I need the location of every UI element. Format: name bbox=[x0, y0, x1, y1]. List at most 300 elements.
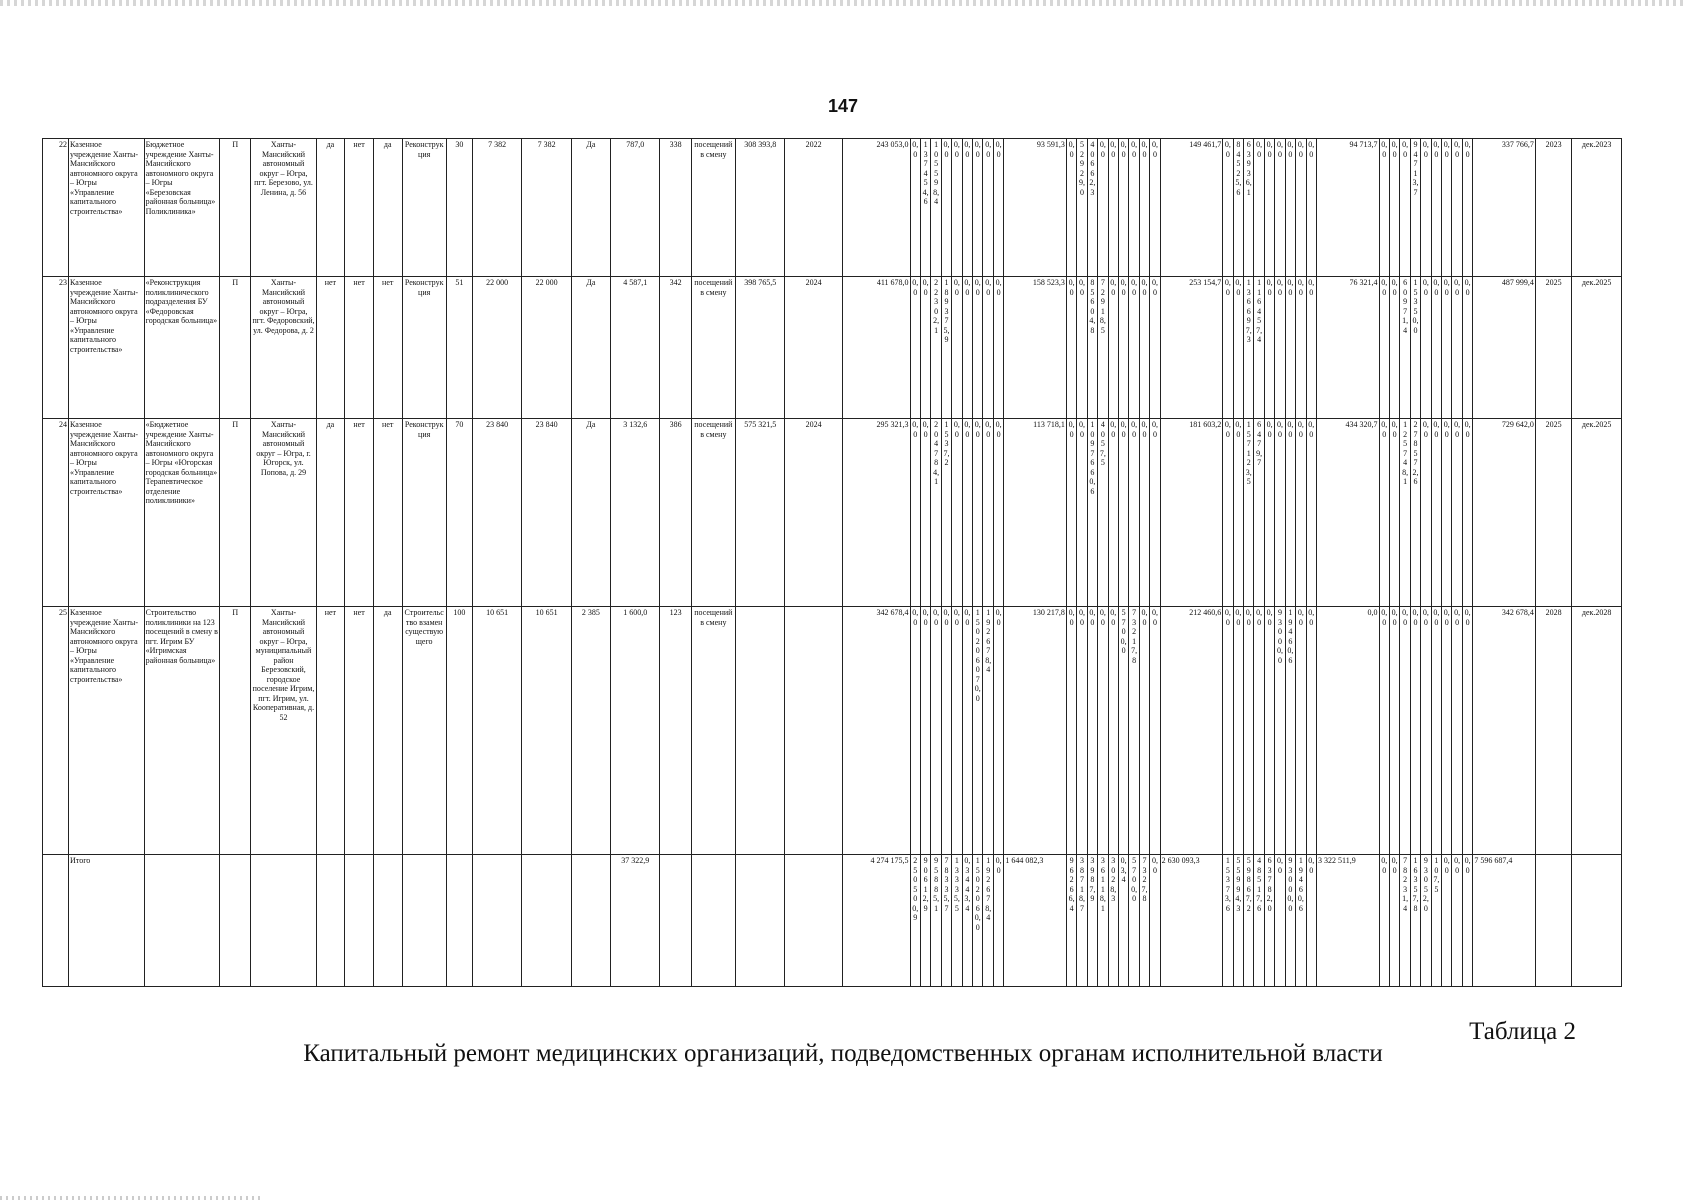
breakdown-cell: 0, 0 bbox=[1379, 855, 1389, 987]
breakdown-cell: 0, 0 bbox=[1379, 419, 1389, 607]
breakdown-cell: 2 2 3 0 2, 1 bbox=[931, 277, 941, 419]
breakdown-cell: 0, 0 bbox=[1066, 277, 1076, 419]
capacity-cell: 338 bbox=[660, 139, 691, 277]
flag-1-cell: да bbox=[316, 139, 345, 277]
value-1-cell: 10 651 bbox=[472, 607, 522, 855]
breakdown-cell: 0, 0 bbox=[1306, 855, 1316, 987]
breakdown-cell: 1 5 3 5 0, 0 bbox=[1410, 277, 1420, 419]
flag-3-cell: нет bbox=[373, 277, 402, 419]
empty-cell bbox=[571, 855, 610, 987]
breakdown-cell: 0, 0 bbox=[962, 277, 972, 419]
breakdown-cell: 0, 0 bbox=[1296, 419, 1306, 607]
breakdown-cell: 0, 0 bbox=[941, 139, 951, 277]
breakdown-cell: 0, 0 bbox=[1066, 139, 1076, 277]
breakdown-cell: 0, 0 bbox=[1296, 607, 1306, 855]
table-row bbox=[43, 419, 1622, 607]
object-name-cell: Строительство поликлиники на 123 посещений в смену в пгт. Игрим БУ «Игримская районная больница» bbox=[144, 607, 220, 855]
breakdown-cell: 0, 0 bbox=[1431, 139, 1441, 277]
breakdown-cell: 0, 0 bbox=[1244, 607, 1254, 855]
breakdown-cell: 0, 0 bbox=[910, 139, 920, 277]
breakdown-cell: 0, 0 bbox=[1254, 607, 1264, 855]
breakdown-cell: 0, 0 bbox=[993, 139, 1003, 277]
object-name-cell: Бюджетное учреждение Ханты-Мансийского автономного округа – Югры «Березовская районная больница» Поликлиника» bbox=[144, 139, 220, 277]
value-2-cell: 7 382 bbox=[522, 139, 572, 277]
breakdown-cell: 7 3 2 7, 8 bbox=[1139, 855, 1149, 987]
percent-cell: 30 bbox=[446, 139, 472, 277]
breakdown-cell: 7 8 2 3 1, 4 bbox=[1400, 855, 1410, 987]
empty-cell bbox=[691, 855, 735, 987]
breakdown-cell: 0, 0 bbox=[1098, 139, 1108, 277]
capacity-unit-cell: посещений в смену bbox=[691, 277, 735, 419]
percent-cell: 70 bbox=[446, 419, 472, 607]
breakdown-cell: 0, 0 bbox=[920, 277, 930, 419]
breakdown-cell: 1 9 2 6 7 8, 4 bbox=[983, 855, 993, 987]
flag-2-cell: нет bbox=[345, 139, 374, 277]
breakdown-cell: 0, 0 bbox=[1275, 139, 1285, 277]
row-number-cell: 24 bbox=[43, 419, 69, 607]
breakdown-cell: 0, 0 bbox=[1421, 419, 1431, 607]
breakdown-cell: 0, 0 bbox=[1462, 277, 1472, 419]
area-cell: 1 600,0 bbox=[610, 607, 660, 855]
breakdown-cell: 0, 0 bbox=[1118, 419, 1128, 607]
breakdown-cell: 0, 0 bbox=[1462, 607, 1472, 855]
total-cell: 243 053,0 bbox=[842, 139, 910, 277]
breakdown-cell: 0, 0 bbox=[1462, 139, 1472, 277]
empty-cell bbox=[345, 855, 374, 987]
subtotal-cell: 2 630 093,3 bbox=[1160, 855, 1223, 987]
data-table bbox=[42, 138, 1622, 987]
scan-artifact-top bbox=[0, 0, 1686, 6]
breakdown-cell: 0, 0 bbox=[1306, 607, 1316, 855]
empty-cell bbox=[522, 855, 572, 987]
total-label-cell: Итого bbox=[69, 855, 145, 987]
breakdown-cell: 0, 0 bbox=[920, 607, 930, 855]
capacity-cell: 123 bbox=[660, 607, 691, 855]
breakdown-cell: 1 9 4 6 0, 6 bbox=[1285, 607, 1295, 855]
breakdown-cell: 0, 0 bbox=[983, 419, 993, 607]
subtotal-cell: 149 461,7 bbox=[1160, 139, 1223, 277]
cost-cell: 308 393,8 bbox=[735, 139, 785, 277]
subtotal-cell: 212 460,6 bbox=[1160, 607, 1223, 855]
breakdown-cell: 0, 0 bbox=[1379, 607, 1389, 855]
breakdown-cell: 1 3 7 4 5 4, 6 bbox=[920, 139, 930, 277]
breakdown-cell: 0, 0 bbox=[1285, 139, 1295, 277]
breakdown-cell: 8 4 5 2 5, 6 bbox=[1233, 139, 1243, 277]
breakdown-cell: 1 1 6 4 5 7, 4 bbox=[1254, 277, 1264, 419]
value-1-cell: 7 382 bbox=[472, 139, 522, 277]
breakdown-cell: 0, 0 bbox=[1296, 139, 1306, 277]
capacity-cell: 386 bbox=[660, 419, 691, 607]
breakdown-cell: 6 3 9 3 6, 1 bbox=[1244, 139, 1254, 277]
breakdown-cell: 7 3 2 1 7, 8 bbox=[1129, 607, 1139, 855]
breakdown-cell: 0, 0 bbox=[1118, 277, 1128, 419]
breakdown-cell: 9 0 6 1 2, 9 bbox=[920, 855, 930, 987]
total-cell: 295 321,3 bbox=[842, 419, 910, 607]
breakdown-cell: 0, 0 bbox=[993, 419, 1003, 607]
breakdown-cell: 0, 0 bbox=[1275, 277, 1285, 419]
subtotal-cell: 434 320,7 bbox=[1316, 419, 1379, 607]
breakdown-cell: 3 0 2 8, 3 bbox=[1108, 855, 1118, 987]
breakdown-cell: 9 3 0 0 0, 0 bbox=[1285, 855, 1295, 987]
breakdown-cell: 0, 0 bbox=[1150, 139, 1160, 277]
address-cell: Ханты-Мансийский автономный округ – Югра, пгт. Березово, ул. Ленина, д. 56 bbox=[251, 139, 316, 277]
capacity-unit-cell: посещений в смену bbox=[691, 139, 735, 277]
breakdown-cell: 0, 0 bbox=[983, 277, 993, 419]
breakdown-cell: 0, 0 bbox=[1275, 419, 1285, 607]
breakdown-cell: 0, 0 bbox=[1296, 277, 1306, 419]
breakdown-cell: 0, 0 bbox=[952, 277, 962, 419]
breakdown-cell: 0, 0 bbox=[1139, 419, 1149, 607]
total-row bbox=[43, 855, 1622, 987]
breakdown-cell: 0, 0 bbox=[952, 419, 962, 607]
breakdown-cell: 0, 0 bbox=[1379, 139, 1389, 277]
capacity-unit-cell: посещений в смену bbox=[691, 419, 735, 607]
empty-cell bbox=[251, 855, 316, 987]
breakdown-cell: 0, 0 bbox=[1285, 277, 1295, 419]
breakdown-cell: 0, 0 bbox=[910, 419, 920, 607]
subtotal-cell: 158 523,3 bbox=[1004, 277, 1067, 419]
row-number-cell: 23 bbox=[43, 277, 69, 419]
breakdown-cell: 1 5 0 2 0 6 0, 0 bbox=[973, 855, 983, 987]
area-cell: 787,0 bbox=[610, 139, 660, 277]
breakdown-cell: 1 5 0 2 0 6 0 7 0, 0 bbox=[973, 607, 983, 855]
breakdown-cell: 0, 0 bbox=[1306, 277, 1316, 419]
breakdown-cell: 0, 0 bbox=[1150, 277, 1160, 419]
flag-1-cell: нет bbox=[316, 277, 345, 419]
breakdown-cell: 0, 0 bbox=[1233, 277, 1243, 419]
breakdown-cell: 0, 0 bbox=[983, 139, 993, 277]
capacity-unit-cell: посещений в смену bbox=[691, 607, 735, 855]
breakdown-cell: 0, 0 bbox=[1389, 855, 1399, 987]
value-1-cell: 23 840 bbox=[472, 419, 522, 607]
breakdown-cell: 1 5 3 7 3, 6 bbox=[1223, 855, 1233, 987]
breakdown-cell: 0, 0 bbox=[1442, 139, 1452, 277]
object-name-cell: «Реконструкция поликлинического подразделения БУ «Федоровская городская больница» bbox=[144, 277, 220, 419]
empty-cell bbox=[144, 855, 220, 987]
work-type-cell: Строительство взамен существующего bbox=[402, 607, 446, 855]
page-number: 147 bbox=[827, 96, 859, 116]
end-year-cell: 2028 bbox=[1535, 607, 1571, 855]
breakdown-cell: 0, 0 bbox=[941, 607, 951, 855]
cost-cell: 398 765,5 bbox=[735, 277, 785, 419]
breakdown-cell: 0, 0 bbox=[1098, 607, 1108, 855]
empty-cell bbox=[1572, 855, 1622, 987]
flag-cell: 2 385 bbox=[571, 607, 610, 855]
breakdown-cell: 9 5 8 8 5, 1 bbox=[931, 855, 941, 987]
breakdown-cell: 0, 0 bbox=[952, 139, 962, 277]
breakdown-cell: 0, 3 4 4 3, 4 bbox=[962, 855, 972, 987]
breakdown-cell: 0, 0 bbox=[1389, 139, 1399, 277]
breakdown-cell: 1 0 9 7 6 6 0, 6 bbox=[1087, 419, 1097, 607]
breakdown-cell: 0, 0 bbox=[910, 277, 920, 419]
breakdown-cell: 0, 0 bbox=[1431, 277, 1441, 419]
address-cell: Ханты-Мансийский автономный округ – Югра, муниципальный район Березовский, городское поселение Игрим, пгт. Игрим, ул. Кооперативная, д. 52 bbox=[251, 607, 316, 855]
end-year-cell: 2025 bbox=[1535, 277, 1571, 419]
scan-artifact-bottom bbox=[0, 1196, 260, 1200]
breakdown-cell: 1 8 9 3 7 5, 9 bbox=[941, 277, 951, 419]
empty-cell bbox=[472, 855, 522, 987]
total-number-cell bbox=[43, 855, 69, 987]
breakdown-cell: 2 7 8 5 7 2, 6 bbox=[1410, 419, 1420, 607]
value-2-cell: 10 651 bbox=[522, 607, 572, 855]
work-type-cell: Реконструкция bbox=[402, 419, 446, 607]
subtotal-cell: 1 644 082,3 bbox=[1004, 855, 1067, 987]
empty-cell bbox=[660, 855, 691, 987]
subtotal-cell: 0,0 bbox=[1316, 607, 1379, 855]
breakdown-cell: 4 0 6 6 2, 3 bbox=[1087, 139, 1097, 277]
flag-cell: Да bbox=[571, 139, 610, 277]
empty-cell bbox=[785, 855, 842, 987]
breakdown-cell: 0, 0 bbox=[1066, 607, 1076, 855]
breakdown-cell: 0, 0 bbox=[910, 607, 920, 855]
breakdown-cell: 0, 0 bbox=[1077, 419, 1087, 607]
empty-cell bbox=[373, 855, 402, 987]
breakdown-cell: 0, 0 bbox=[973, 419, 983, 607]
breakdown-cell: 0, 0 bbox=[1452, 139, 1462, 277]
subtotal-cell: 130 217,8 bbox=[1004, 607, 1067, 855]
work-type-cell: Реконструкция bbox=[402, 277, 446, 419]
breakdown-cell: 7 8 3 3 5, 7 bbox=[941, 855, 951, 987]
breakdown-cell: 9 3 0 0 0, 0 bbox=[1275, 607, 1285, 855]
breakdown-cell: 0, 0 bbox=[1150, 419, 1160, 607]
breakdown-cell: 1 2 5 7 4 8, 1 bbox=[1400, 419, 1410, 607]
year-cell bbox=[785, 607, 842, 855]
breakdown-cell: 0, 0 bbox=[993, 277, 1003, 419]
breakdown-cell: 0, 0 bbox=[962, 419, 972, 607]
breakdown-cell: 5 9 8 6 7, 2 bbox=[1244, 855, 1254, 987]
breakdown-cell: 9 4 7 1 3, 7 bbox=[1410, 139, 1420, 277]
object-name-cell: «Бюджетное учреждение Ханты-Мансийского автономного округа – Югры «Югорская городская больница» Терапевтическое отделение поликлиники» bbox=[144, 419, 220, 607]
flag-3-cell: да bbox=[373, 139, 402, 277]
breakdown-cell: 5 2 9 2 9, 0 bbox=[1077, 139, 1087, 277]
breakdown-cell: 0, 0 bbox=[1379, 277, 1389, 419]
subtotal-cell: 487 999,4 bbox=[1473, 277, 1536, 419]
breakdown-cell: 3 8 7 1 8, 7 bbox=[1077, 855, 1087, 987]
breakdown-cell: 0, 0 bbox=[1389, 607, 1399, 855]
empty-cell bbox=[735, 855, 785, 987]
flag-2-cell: нет bbox=[345, 277, 374, 419]
capacity-cell: 342 bbox=[660, 277, 691, 419]
breakdown-cell: 9 3 0 5 2, 0 bbox=[1421, 855, 1431, 987]
breakdown-cell: 0, 0 bbox=[993, 855, 1003, 987]
subtotal-cell: 729 642,0 bbox=[1473, 419, 1536, 607]
breakdown-cell: 0, 0 bbox=[1223, 277, 1233, 419]
year-cell: 2024 bbox=[785, 277, 842, 419]
flag-3-cell: да bbox=[373, 607, 402, 855]
breakdown-cell: 0, 0 bbox=[920, 419, 930, 607]
breakdown-cell: 0, 0 bbox=[1452, 419, 1462, 607]
breakdown-cell: 0, 0 bbox=[1150, 607, 1160, 855]
breakdown-cell: 0, 0 bbox=[1421, 607, 1431, 855]
value-1-cell: 22 000 bbox=[472, 277, 522, 419]
subtotal-cell: 181 603,2 bbox=[1160, 419, 1223, 607]
breakdown-cell: 0, 0 bbox=[1264, 277, 1274, 419]
breakdown-cell: 8 5 6 0 4, 8 bbox=[1087, 277, 1097, 419]
breakdown-cell: 0, 0 bbox=[1077, 607, 1087, 855]
address-cell: Ханты-Мансийский автономный округ – Югра, г. Югорск, ул. Попова, д. 29 bbox=[251, 419, 316, 607]
breakdown-cell: 9 6 2 6 6, 4 bbox=[1066, 855, 1076, 987]
type-cell: П bbox=[220, 139, 251, 277]
breakdown-cell: 0, 0 bbox=[1452, 277, 1462, 419]
breakdown-cell: 0, 0 bbox=[1139, 277, 1149, 419]
breakdown-cell: 0, 0 bbox=[1442, 419, 1452, 607]
row-number-cell: 25 bbox=[43, 607, 69, 855]
breakdown-cell: 0, 0 bbox=[1254, 139, 1264, 277]
end-date-cell: дек.2023 bbox=[1572, 139, 1622, 277]
year-cell: 2024 bbox=[785, 419, 842, 607]
address-cell: Ханты-Мансийский автономный округ – Югра, пгт. Федоровский, ул. Федорова, д. 2 bbox=[251, 277, 316, 419]
flag-1-cell: да bbox=[316, 419, 345, 607]
breakdown-cell: 0, 0 bbox=[1108, 139, 1118, 277]
breakdown-cell: 0, 0 bbox=[1233, 607, 1243, 855]
table-title: Капитальный ремонт медицинских организаций, подведомственных органам исполнительной власти bbox=[303, 1040, 1383, 1067]
breakdown-cell: 4 8 5 1 7, 6 bbox=[1254, 855, 1264, 987]
breakdown-cell: 2 0 4 7 8 4, 1 bbox=[931, 419, 941, 607]
percent-cell: 100 bbox=[446, 607, 472, 855]
breakdown-cell: 0, 0 bbox=[962, 607, 972, 855]
breakdown-cell: 0, 0 bbox=[1389, 277, 1399, 419]
breakdown-cell: 0, 0 bbox=[973, 139, 983, 277]
type-cell: П bbox=[220, 277, 251, 419]
breakdown-cell: 0, 0 bbox=[1087, 607, 1097, 855]
breakdown-cell: 0, 0 bbox=[931, 607, 941, 855]
empty-cell bbox=[402, 855, 446, 987]
subtotal-cell: 76 321,4 bbox=[1316, 277, 1379, 419]
breakdown-cell: 0, 0 bbox=[1452, 855, 1462, 987]
table-row bbox=[43, 277, 1622, 419]
customer-cell: Казенное учреждение Ханты-Мансийского автономного округа – Югры «Управление капитального строительства» bbox=[69, 277, 145, 419]
flag-2-cell: нет bbox=[345, 419, 374, 607]
breakdown-cell: 0, 0 bbox=[1442, 277, 1452, 419]
end-year-cell: 2023 bbox=[1535, 139, 1571, 277]
breakdown-cell: 5 7 0 0, 0 bbox=[1129, 855, 1139, 987]
breakdown-cell: 0, 0 bbox=[1275, 855, 1285, 987]
breakdown-cell: 0, 0 bbox=[1150, 855, 1160, 987]
customer-cell: Казенное учреждение Ханты-Мансийского автономного округа – Югры «Управление капитального строительства» bbox=[69, 419, 145, 607]
row-number-cell: 22 bbox=[43, 139, 69, 277]
breakdown-cell: 0, 0 bbox=[962, 139, 972, 277]
total-cell: 411 678,0 bbox=[842, 277, 910, 419]
breakdown-cell: 0, 0 bbox=[1421, 277, 1431, 419]
subtotal-cell: 253 154,7 bbox=[1160, 277, 1223, 419]
breakdown-cell: 0, 0 bbox=[1223, 139, 1233, 277]
breakdown-cell: 0, 0 bbox=[1129, 277, 1139, 419]
breakdown-cell: 3 9 8 7, 9 bbox=[1087, 855, 1097, 987]
breakdown-cell: 1 3 3 3 5, 5 bbox=[952, 855, 962, 987]
breakdown-cell: 0, 0 bbox=[1306, 139, 1316, 277]
breakdown-cell: 0, 0 bbox=[1066, 419, 1076, 607]
breakdown-cell: 0, 0 bbox=[1108, 419, 1118, 607]
end-date-cell: дек.2025 bbox=[1572, 419, 1622, 607]
percent-cell: 51 bbox=[446, 277, 472, 419]
breakdown-cell: 0, 0 bbox=[1410, 607, 1420, 855]
breakdown-cell: 0, 0 bbox=[1077, 277, 1087, 419]
breakdown-cell: 0, 0 bbox=[1285, 419, 1295, 607]
value-2-cell: 23 840 bbox=[522, 419, 572, 607]
empty-cell bbox=[316, 855, 345, 987]
breakdown-cell: 0, 0 bbox=[1118, 139, 1128, 277]
breakdown-cell: 1 9 4 6 0, 6 bbox=[1296, 855, 1306, 987]
breakdown-cell: 0, 0 bbox=[1400, 607, 1410, 855]
subtotal-cell: 3 322 511,9 bbox=[1316, 855, 1379, 987]
end-year-cell: 2025 bbox=[1535, 419, 1571, 607]
breakdown-cell: 6 3 7 8 2, 0 bbox=[1264, 855, 1274, 987]
area-cell: 4 587,1 bbox=[610, 277, 660, 419]
type-cell: П bbox=[220, 607, 251, 855]
subtotal-cell: 113 718,1 bbox=[1004, 419, 1067, 607]
empty-cell bbox=[220, 855, 251, 987]
empty-cell bbox=[446, 855, 472, 987]
end-date-cell: дек.2028 bbox=[1572, 607, 1622, 855]
breakdown-cell: 1 0 5 5 9 8, 4 bbox=[931, 139, 941, 277]
breakdown-cell: 0, 0 bbox=[1264, 607, 1274, 855]
breakdown-cell: 2 5 0 5 0 0, 9 bbox=[910, 855, 920, 987]
value-2-cell: 22 000 bbox=[522, 277, 572, 419]
flag-2-cell: нет bbox=[345, 607, 374, 855]
total-cell: 342 678,4 bbox=[842, 607, 910, 855]
breakdown-cell: 0, 0 bbox=[973, 277, 983, 419]
area-cell: 3 132,6 bbox=[610, 419, 660, 607]
breakdown-cell: 4 0 5 7, 5 bbox=[1098, 419, 1108, 607]
breakdown-cell: 0, 0 bbox=[1452, 607, 1462, 855]
subtotal-cell: 94 713,7 bbox=[1316, 139, 1379, 277]
breakdown-cell: 0, 0 bbox=[1306, 419, 1316, 607]
breakdown-cell: 6 4 7 9, 7 bbox=[1254, 419, 1264, 607]
flag-cell: Да bbox=[571, 419, 610, 607]
breakdown-cell: 5 7 0 0, 0 bbox=[1118, 607, 1128, 855]
breakdown-cell: 0, 0 bbox=[1223, 419, 1233, 607]
table-row bbox=[43, 607, 1622, 855]
breakdown-cell: 0, 0 bbox=[1129, 139, 1139, 277]
type-cell: П bbox=[220, 419, 251, 607]
breakdown-cell: 5 5 9 9 4, 3 bbox=[1233, 855, 1243, 987]
flag-1-cell: нет bbox=[316, 607, 345, 855]
work-type-cell: Реконструкция bbox=[402, 139, 446, 277]
breakdown-cell: 1 3 6 6 9 7, 3 bbox=[1244, 277, 1254, 419]
cost-cell: 575 321,5 bbox=[735, 419, 785, 607]
subtotal-cell: 93 591,3 bbox=[1004, 139, 1067, 277]
breakdown-cell: 1 5 7 1 2 3, 5 bbox=[1244, 419, 1254, 607]
breakdown-cell: 0, 3, 4 bbox=[1118, 855, 1128, 987]
breakdown-cell: 0, 0 bbox=[1233, 419, 1243, 607]
cost-cell bbox=[735, 607, 785, 855]
breakdown-cell: 7 2 9 1 8, 5 bbox=[1098, 277, 1108, 419]
customer-cell: Казенное учреждение Ханты-Мансийского автономного округа – Югры «Управление капитального строительства» bbox=[69, 139, 145, 277]
breakdown-cell: 1 9 2 6 7 8, 4 bbox=[983, 607, 993, 855]
breakdown-cell: 0, 0 bbox=[1223, 607, 1233, 855]
breakdown-cell: 0, 0 bbox=[1129, 419, 1139, 607]
breakdown-cell: 1 6 3 5 7, 8 bbox=[1410, 855, 1420, 987]
breakdown-cell: 0, 0 bbox=[1431, 607, 1441, 855]
breakdown-cell: 3 6 1 1 8, 1 bbox=[1098, 855, 1108, 987]
subtotal-cell: 337 766,7 bbox=[1473, 139, 1536, 277]
breakdown-cell: 1 0 7, 5 bbox=[1431, 855, 1441, 987]
breakdown-cell: 0, 0 bbox=[1442, 607, 1452, 855]
breakdown-cell: 0, 0 bbox=[1400, 139, 1410, 277]
breakdown-cell: 0, 0 bbox=[1442, 855, 1452, 987]
breakdown-cell: 0, 0 bbox=[1139, 139, 1149, 277]
breakdown-cell: 0, 0 bbox=[1264, 139, 1274, 277]
breakdown-cell: 0, 0 bbox=[1108, 607, 1118, 855]
breakdown-cell: 0, 0 bbox=[952, 607, 962, 855]
total-area-cell: 37 322,9 bbox=[610, 855, 660, 987]
breakdown-cell: 6 0 9 7 1, 4 bbox=[1400, 277, 1410, 419]
flag-3-cell: нет bbox=[373, 419, 402, 607]
breakdown-cell: 0, 0 bbox=[1462, 855, 1472, 987]
breakdown-cell: 1 5 3 7, 2 bbox=[941, 419, 951, 607]
end-date-cell: дек.2025 bbox=[1572, 277, 1622, 419]
breakdown-cell: 0, 0 bbox=[1431, 419, 1441, 607]
